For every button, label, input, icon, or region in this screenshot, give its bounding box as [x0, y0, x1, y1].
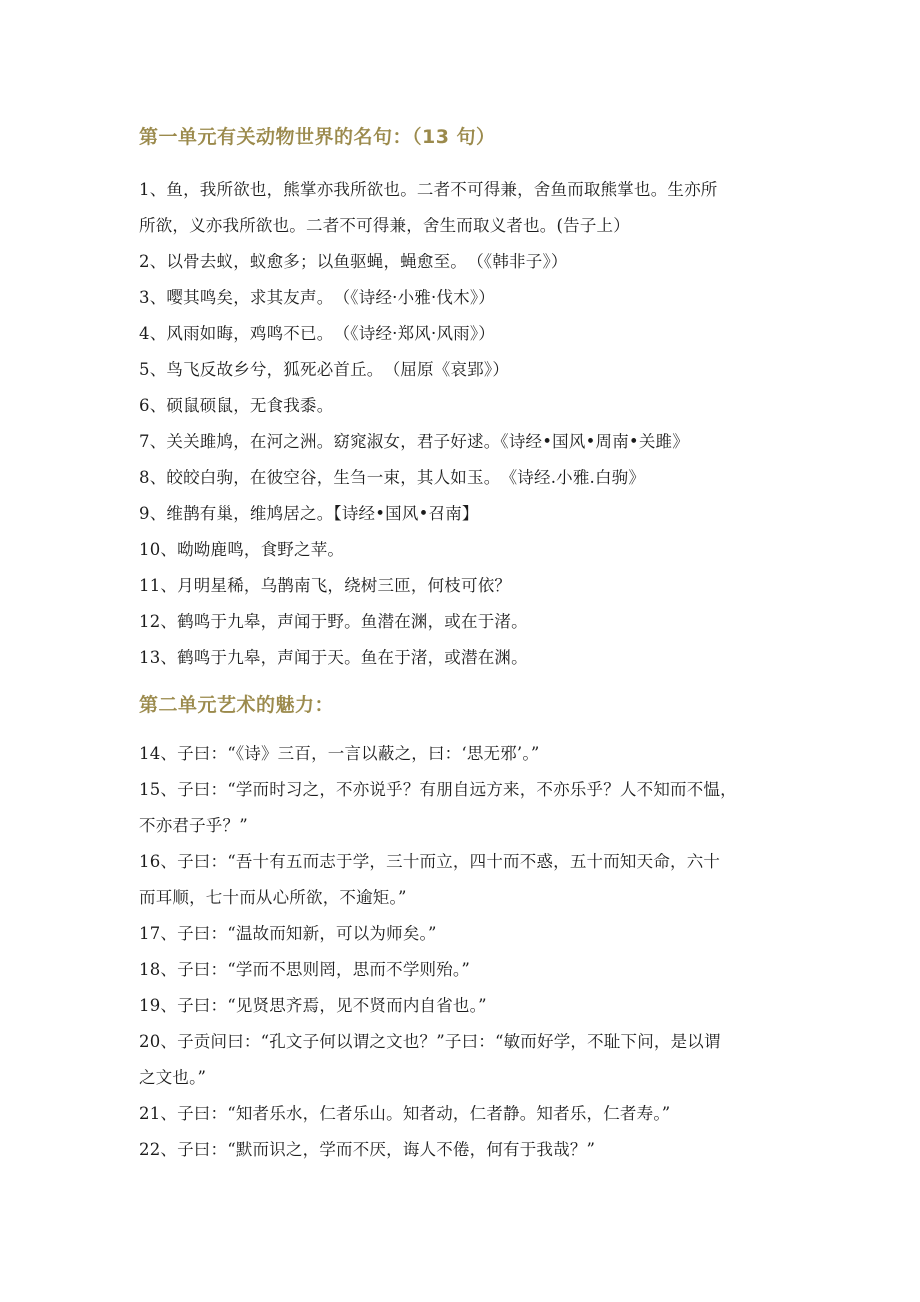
quote-line: 11、月明星稀，乌鹊南飞，绕树三匝，何枝可依？: [139, 576, 512, 595]
quote-line: 20、子贡问曰：“孔文子何以谓之文也？”子曰：“敏而好学，不耻下问，是以谓: [139, 1032, 721, 1051]
quote-line: 22、子曰：“默而识之，学而不厌，诲人不倦，何有于我哉？”: [139, 1140, 596, 1159]
quote-line: 17、子曰：“温故而知新，可以为师矣。”: [139, 924, 437, 943]
quote-line: 15、子曰：“学而时习之，不亦说乎？有朋自远方来，不亦乐乎？人不知而不愠，: [139, 780, 737, 799]
quote-line: 1、鱼，我所欲也，熊掌亦我所欲也。二者不可得兼，舍鱼而取熊掌也。生亦所: [139, 180, 718, 199]
quote-line: 10、呦呦鹿鸣，食野之苹。: [139, 540, 345, 559]
quote-line: 而耳顺，七十而从心所欲，不逾矩。”: [139, 888, 407, 907]
section-1-heading: 第一单元有关动物世界的名句：（13 句）: [139, 126, 496, 148]
quote-line: 21、子曰：“知者乐水，仁者乐山。知者动，仁者静。知者乐，仁者寿。”: [139, 1104, 671, 1123]
quote-line: 之文也。”: [139, 1068, 207, 1087]
quote-line: 12、鹤鸣于九皋，声闻于野。鱼潜在渊，或在于渚。: [139, 612, 528, 631]
quote-line: 2、以骨去蚁，蚁愈多；以鱼驱蝇，蝇愈至。 （《韩非子》）: [139, 252, 568, 271]
quote-line: 13、鹤鸣于九皋，声闻于天。鱼在于渚，或潜在渊。: [139, 648, 528, 667]
section-2-heading: 第二单元艺术的魅力：: [139, 694, 335, 716]
quote-line: 4、风雨如晦，鸡鸣不已。 （《诗经·郑风·风雨》）: [139, 324, 495, 343]
quote-line: 14、子曰：“《诗》三百，一言以蔽之，曰：‘思无邪’。”: [139, 744, 540, 763]
quote-line: 3、嘤其鸣矣，求其友声。 （《诗经·小雅·伐木》）: [139, 288, 495, 307]
quote-line: 8、皎皎白驹，在彼空谷，生刍一束，其人如玉。 《诗经.小雅.白驹》: [139, 468, 646, 487]
quote-line: 9、维鹊有巢，维鸠居之。【诗经•国风•召南】: [139, 504, 479, 523]
quote-line: 不亦君子乎？”: [139, 816, 248, 835]
quote-line: 7、关关雎鸠，在河之洲。窈窕淑女，君子好逑。《诗经•国风•周南•关雎》: [139, 432, 689, 451]
quote-line: 19、子曰：“见贤思齐焉，见不贤而内自省也。”: [139, 996, 487, 1015]
quote-line: 6、硕鼠硕鼠，无食我黍。: [139, 396, 334, 415]
quote-line: 5、鸟飞反故乡兮，狐死必首丘。 （屈原《哀郢》）: [139, 360, 510, 379]
quote-line: 18、子曰：“学而不思则罔，思而不学则殆。”: [139, 960, 471, 979]
quote-line: 所欲，义亦我所欲也。二者不可得兼，舍生而取义者也。(告子上）: [139, 216, 630, 235]
quote-line: 16、子曰：“吾十有五而志于学，三十而立，四十而不惑，五十而知天命，六十: [139, 852, 721, 871]
